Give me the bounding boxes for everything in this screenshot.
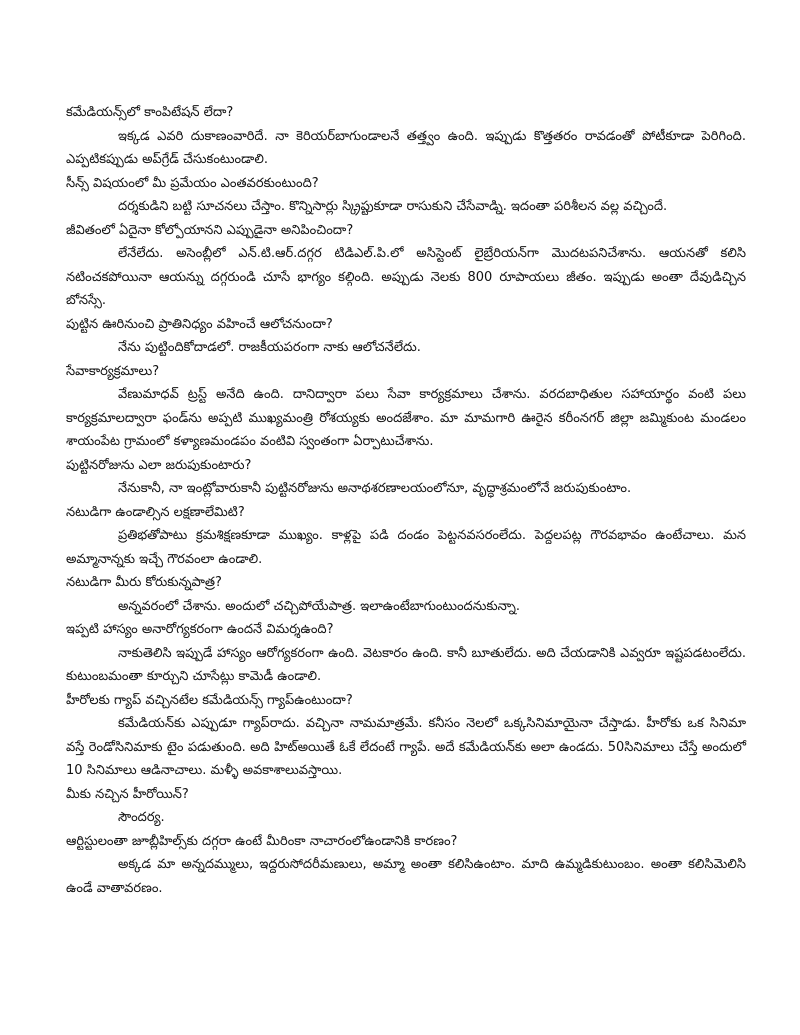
answer-4: నేను పుట్టిందికోదాడలో. రాజకీయపరంగా నాకు ఆలోచనేలేదు. xyxy=(118,340,421,355)
answer-11: సౌందర్య. xyxy=(118,810,165,825)
question-11: మీకు నచ్చిన హీరోయిన్? xyxy=(66,786,189,802)
answer-8: అన్నవరంలో చేశాను. అందులో చచ్చిపోయేపాత్ర. ఇలాఉంటేబాగుంటుందనుకున్నా. xyxy=(118,598,521,614)
answer-2: దర్శకుడిని బట్టి సూచనలు చేస్తాం. కొన్నిసార్లు స్క్రిప్టుకూడా రాసుకుని చేసేవాడ్ని. ఇదంతా పరిశీలన వల్ల వచ్చిందే. xyxy=(118,199,668,214)
question-7: నటుడిగా ఉండాల్సిన లక్షణాలేమిటి? xyxy=(66,504,245,520)
answer-1: ఇక్కడ ఎవరి దుకాణంవారిదే. నా కెరియర్‌బాగుండాలనే తత్త్వం ఉంది. ఇప్పుడు కొత్తతరం రావడంతో పోటీకూడా పెరిగింది. ఎప్పటికప్పుడు అప్‌గ్రేడ్ చేసుకంటుండాలి. xyxy=(66,128,746,167)
question-9: ఇప్పటి హాస్యం అనారోగ్యకరంగా ఉందనే విమర్శఉంది? xyxy=(66,622,334,637)
answer-10: కమేడియన్‌కు ఎప్పుడూ గ్యాప్‌రాదు. వచ్చినా నామమాత్రమే. కనీసం నెలలో ఒక్కసినిమాయైనా చేస్తాడు. హీరోకు ఒక సినిమా వస్తే రెండోసినిమాకు టైం పడుతుంది. అది హిట్‌అయితే ఓకే లేదంటే గ్యాపే. అదే కమేడియన్‌కు అలా ఉండదు. 50సినిమాలు చేస్తే అందులో 10 సినిమాలు ఆడినాచాలు. మళ్ళీ అవకాశాలువస్తాయి. xyxy=(66,716,746,778)
question-3: జీవితంలో ఏదైనా కోల్పోయానని ఎప్పుడైనా అనిపించిందా? xyxy=(66,222,354,238)
question-12: ఆర్టిస్టులంతా జూబ్లీహిల్స్‌కు దగ్గరా ఉంటే మీరింకా నాచారంలోఉండానికి కారణం? xyxy=(66,833,458,849)
interview-body xyxy=(66,101,746,900)
question-8: నటుడిగా మీరు కోరుకున్నపాత్ర? xyxy=(66,575,222,590)
question-4: పుట్టిన ఊరినుంచి ప్రాతినిధ్యం వహించే ఆలోచనుందా? xyxy=(66,316,333,332)
question-10: హీరోలకు గ్యాప్ వచ్చినటేల కమేడియన్స్ గ్యాప్‌ఉంటుందా? xyxy=(66,692,353,708)
answer-9: నాకుతెలిసి ఇప్పుడే హాస్యం ఆరోగ్యకరంగా ఉంది. వెటకారం ఉంది. కానీ బూతులేదు. అది చేయడానికి ఎవ్వరూ ఇష్టపడటంలేదు. కుటుంబమంతా కూర్చుని చూసేట్లు కామెడీ ఉండాలి. xyxy=(66,645,746,684)
answer-7: ప్రతిభతోపాటు క్రమశిక్షణకూడా ముఖ్యం. కాళ్లపై పడి దండం పెట్టనవసరంలేదు. పెద్దలపట్ల గౌరవభావం ఉంటేచాలు. మన అమ్మానాన్నకు ఇచ్చే గౌరవంలా ఉండాలి. xyxy=(66,528,746,567)
answer-5: వేణుమాధవ్ ట్రస్ట్ అనేది ఉంది. దానిద్వారా పలు సేవా కార్యక్రమాలు చేశాను. వరదబాధితుల సహాయార్థం వంటి పలు కార్యక్రమాలద్వారా ఫండ్‌ను అప్పటి ముఖ్యమంత్రి రోశయ్యకు అందజేశాం. మా మామగారి ఊరైన కరీంనగర్ జిల్లా జమ్మికుంట మండలం శాయంపేట గ్రామంలో కళ్యాణమండపం వంటివి స్వంతంగా ఏర్పాటుచేశాను. xyxy=(66,387,746,449)
question-5: సేవాకార్యక్రమాలు? xyxy=(66,363,160,379)
question-2: సీన్స్ విషయంలో మీ ప్రమేయం ఎంతవరకుంటుంది? xyxy=(66,175,319,191)
question-1: కమేడియన్స్‌లో కాంపిటేషన్ లేదా? xyxy=(66,105,234,120)
answer-6: నేనుకానీ, నా ఇంట్లోవారుకానీ పుట్టినరోజును అనాథశరణాలయంలోనూ, వృద్ధాశ్రమంలోనే జరుపుకుంటాం. xyxy=(118,481,632,496)
answer-3: లేనేలేదు. అసెంబ్లీలో ఎన్.టి.ఆర్.దగ్గర టిడిఎల్.పి.లో అసిస్టెంట్ లైబ్రేరియన్‌గా మొదటపనిచేశాను. ఆయనతో కలిసి నటించకపోయినా ఆయన్ను దగ్గరుండి చూసే భాగ్యం కల్గింది. అప్పుడు నెలకు 800 రూపాయలు జీతం. ఇప్పుడు అంతా దేవుడిచ్చిన బోనస్సే. xyxy=(66,246,746,308)
question-6: పుట్టినరోజును ఎలా జరుపుకుంటారు? xyxy=(66,457,252,473)
answer-12: అక్కడ మా అన్నదమ్ములు, ఇద్దరుసోదరీమణులు, అమ్మా అంతా కలిసిఉంటాం. మాది ఉమ్మడికుటుంబం. అంతా కలిసిమెలిసి ఉండే వాతావరణం. xyxy=(66,857,746,896)
